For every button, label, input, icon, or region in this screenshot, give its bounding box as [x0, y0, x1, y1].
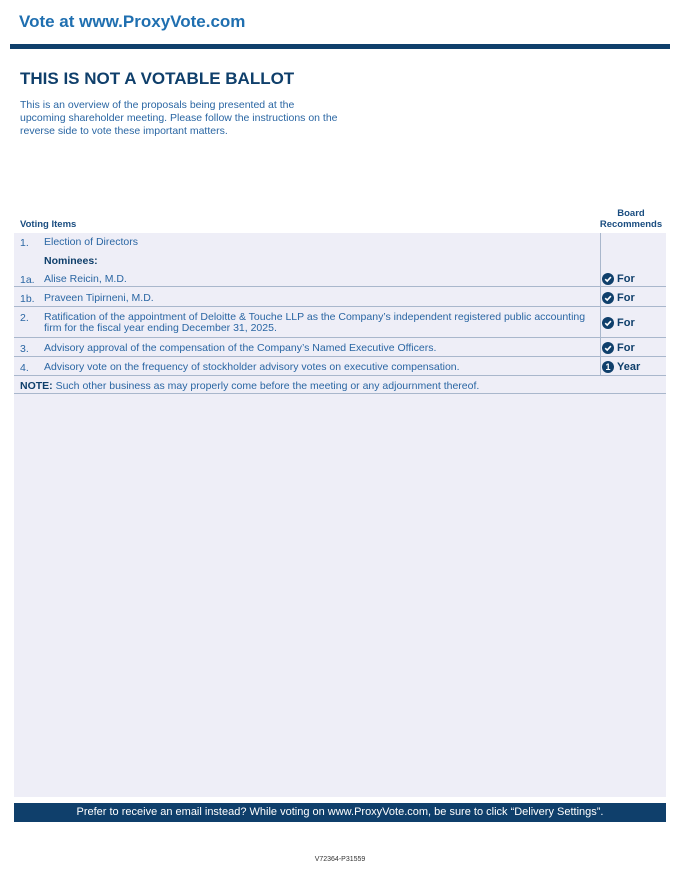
recommendation-label: For [617, 317, 635, 329]
recommendation-label: Year [617, 361, 641, 373]
voting-items-panel [14, 233, 666, 797]
item-number: 4. [20, 362, 29, 374]
nominees-label: Nominees: [44, 255, 98, 267]
recommendation [602, 361, 664, 373]
table-row [14, 338, 666, 357]
item-number: 2. [20, 312, 29, 324]
recommendation-label: For [617, 292, 635, 304]
item-number: 1a. [20, 274, 35, 286]
item-number: 3. [20, 343, 29, 355]
board-header-line2: Recommends [599, 219, 663, 230]
recommendation [602, 342, 664, 354]
item-text: Election of Directors [44, 236, 138, 248]
item-number: 1b. [20, 293, 35, 305]
intro-text: This is an overview of the proposals being presented at the upcoming shareholder meeting. Please follow the instructions on the reverse side to vote these important matters. [20, 99, 338, 137]
table-row [14, 256, 666, 270]
note-row [14, 376, 666, 394]
table-row [14, 308, 666, 338]
header-rule [10, 44, 670, 49]
recommendation-label: For [617, 342, 635, 354]
header-title: Vote at www.ProxyVote.com [19, 12, 246, 31]
check-icon [602, 292, 614, 304]
delivery-settings-banner: Prefer to receive an email instead? While voting on www.ProxyVote.com, be sure to click “Delivery Settings”. [14, 803, 666, 822]
item-text: Advisory approval of the compensation of the Company’s Named Executive Officers. [44, 342, 437, 354]
check-icon [602, 317, 614, 329]
note-text: Such other business as may properly come before the meeting or any adjournment thereof. [52, 380, 480, 392]
note [20, 380, 479, 392]
table-header [14, 208, 666, 232]
table-row [14, 288, 666, 307]
recommendation-label: For [617, 273, 635, 285]
recommendation [602, 292, 664, 304]
item-text: Ratification of the appointment of Deloitte & Touche LLP as the Company’s independent registered public accounting firm for the fiscal year ending December 31, 2025. [44, 311, 586, 334]
voting-items-header: Voting Items [20, 219, 77, 230]
table-row [14, 357, 666, 376]
table-row [14, 269, 666, 287]
recommendation [602, 317, 664, 329]
table-row [14, 237, 666, 251]
check-icon [602, 273, 614, 285]
board-header-line1: Board [617, 208, 645, 219]
item-text: Praveen Tipirneni, M.D. [44, 292, 154, 304]
item-number: 1. [20, 237, 29, 249]
board-recommends-header [598, 208, 664, 230]
note-label: NOTE: [20, 380, 53, 392]
check-icon [602, 342, 614, 354]
item-text: Alise Reicin, M.D. [44, 273, 127, 285]
recommendation [602, 273, 664, 285]
document-id: V72364-P31559 [314, 856, 366, 863]
page-title: THIS IS NOT A VOTABLE BALLOT [20, 69, 295, 88]
one-circle-icon [602, 361, 614, 373]
item-text: Advisory vote on the frequency of stockholder advisory votes on executive compensation. [44, 361, 460, 373]
one-circle-digit: 1 [605, 362, 611, 373]
